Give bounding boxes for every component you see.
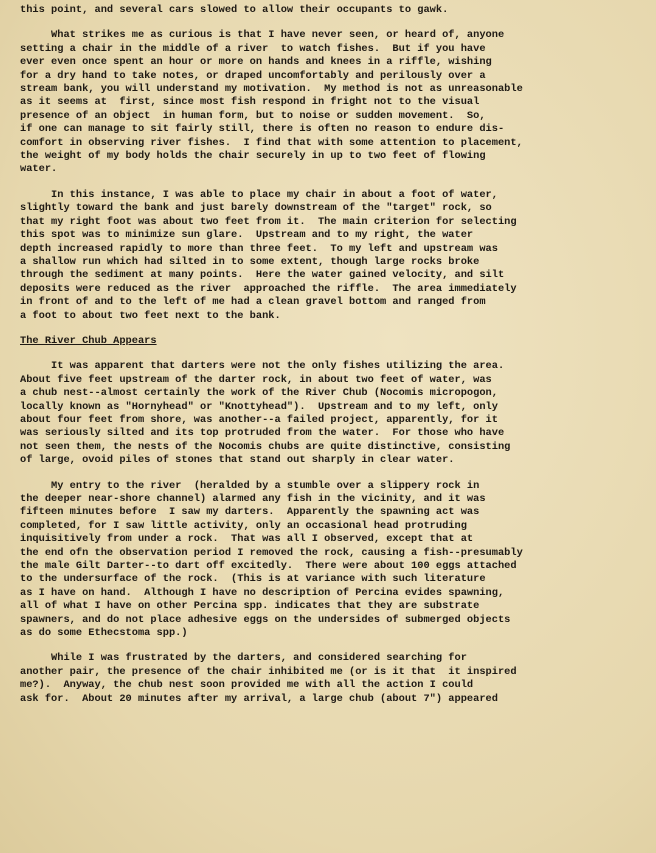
paragraph-1: this point, and several cars slowed to allow their occupants to gawk.	[20, 4, 449, 16]
paragraph-5: My entry to the river (heralded by a stumble over a slippery rock in the deeper near-shore channel) alarmed any fish in the vicinity, and it was fifteen minutes before I saw my darters. Apparently the spawning act was completed, for I saw little activity, only an occasional head protruding inquisitively from under a rock. That was all I observed, except that at the end ofn the observation period I removed the rock, causing a fish--presumably the male Gilt Darter--to dart off excitedly. There were about 100 eggs attached to the undersurface of the rock. (This is at variance with such literature as I have on hand. Although I have no description of Percina evides spawning, all of what I have on other Percina spp. indicates that they are substrate spawners, and do not place adhesive eggs on the undersides of submerged objects as do some Ethecstoma spp.)	[20, 479, 523, 640]
section-heading: The River Chub Appears	[20, 334, 157, 347]
paragraph-2: What strikes me as curious is that I have never seen, or heard of, anyone setting a chair in the middle of a river to watch fishes. But if you have ever even once spent an hour or more on hands and knees in a riffle, wishing for a dry hand to take notes, or draped uncomfortably and perilously over a stream bank, you will understand my motivation. My method is not as unreasonable as it seems at first, since most fish respond in fright not to the visual presence of an object in human form, but to noise or sudden movement. So, if one can manage to sit fairly still, there is often no reason to endure dis- comfort in observing river fishes. I find that with some attention to placement, the weight of my body holds the chair securely in up to two feet of flowing water.	[20, 29, 523, 176]
paragraph-6: While I was frustrated by the darters, and considered searching for another pair, the presence of the chair inhibited me (or is it that it inspired me?). Anyway, the chub nest soon provided me with all the action I could ask for. About 20 minutes after my arrival, a large chub (about 7") appeared	[20, 652, 517, 705]
paragraph-3: In this instance, I was able to place my chair in about a foot of water, slightly toward the bank and just barely downstream of the "target" rock, so that my right foot was about two feet from it. The main criterion for selecting this spot was to minimize sun glare. Upstream and to my right, the water depth increased rapidly to more than three feet. To my left and upstream was a shallow run which had silted in to some extent, though large rocks broke through the sediment at many points. Here the water gained velocity, and silt deposits were reduced as the river approached the riffle. The area immediately in front of and to the left of me had a clean gravel bottom and ranged from a foot to about two feet next to the bank.	[20, 188, 517, 322]
paragraph-4: It was apparent that darters were not the only fishes utilizing the area. About five feet upstream of the darter rock, in about two feet of water, was a chub nest--almost certainly the work of the River Chub (Nocomis micropogon, locally known as "Hornyhead" or "Knottyhead"). Upstream and to my left, only about four feet from shore, was another--a failed project, apparently, for it was seriously silted and its top protruded from the water. For those who have not seen them, the nests of the Nocomis chubs are quite distinctive, consisting of large, ovoid piles of stones that stand out sharply in clear water.	[20, 360, 511, 467]
